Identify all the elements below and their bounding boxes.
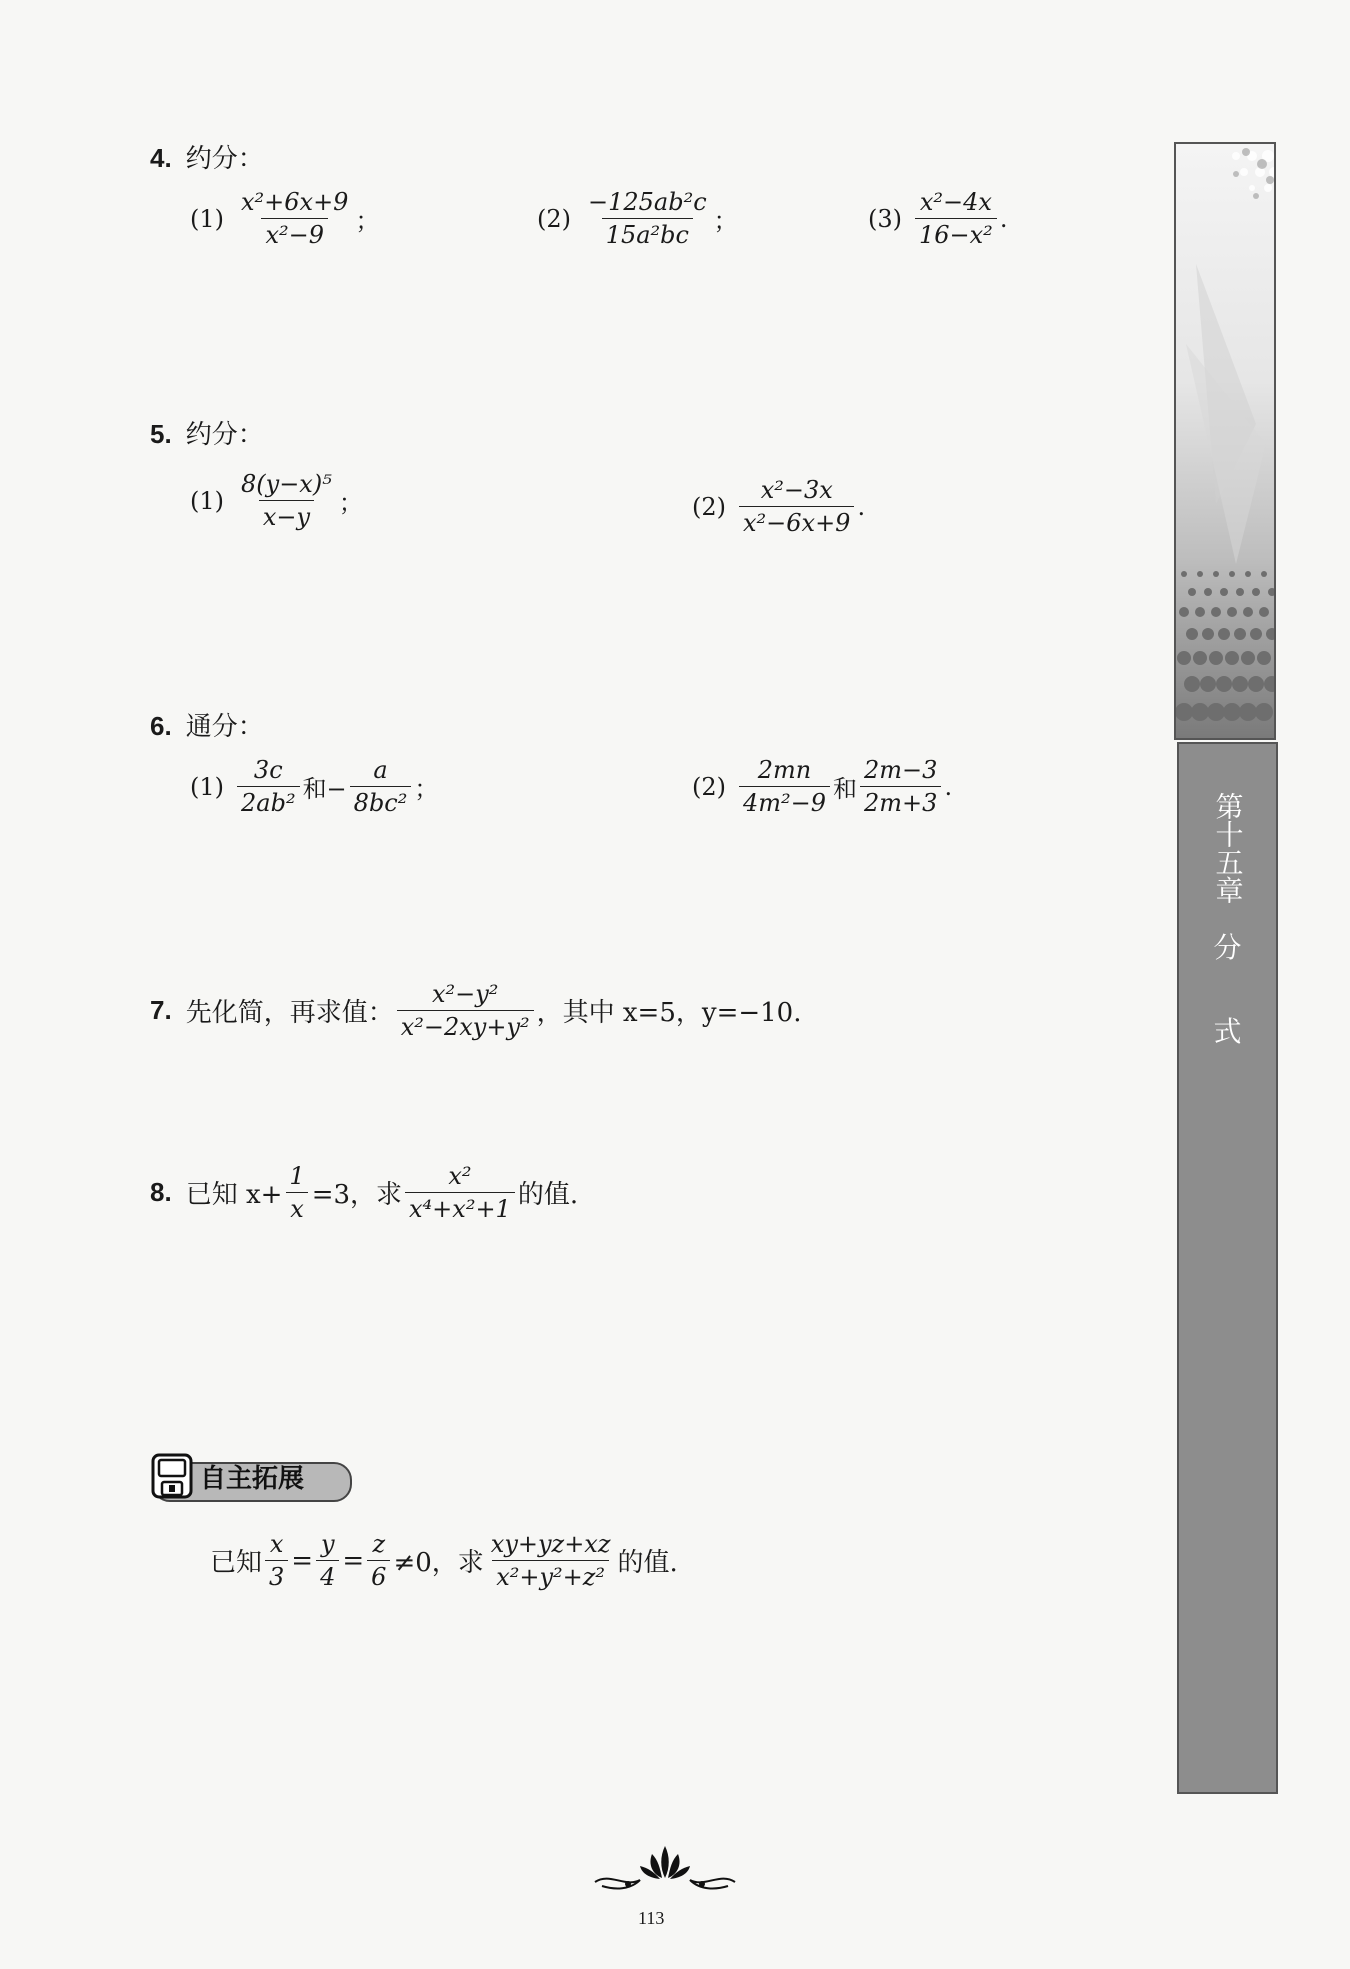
problem-5-item-1 (190, 470, 363, 531)
problem-8 (150, 1162, 578, 1223)
numerator: x² (448, 1162, 472, 1190)
problem-text: ≠0，求 (393, 1548, 484, 1578)
badge-label: 自主拓展 (200, 1463, 305, 1494)
connector-text: 和− (302, 775, 347, 803)
fraction (316, 1530, 339, 1591)
problem-text: =3，求 (311, 1180, 403, 1210)
problem-7 (150, 980, 802, 1041)
problem-number: 6. (150, 711, 172, 741)
fraction (367, 1530, 390, 1591)
numerator: −125ab²c (588, 188, 707, 216)
fraction (285, 1162, 308, 1223)
fraction (237, 470, 336, 531)
numerator: x²−y² (431, 980, 499, 1008)
extension-badge (150, 1450, 304, 1502)
problem-title: 约分： (185, 144, 264, 173)
fraction (739, 756, 830, 817)
fraction (487, 1530, 615, 1591)
problem-number: 7. (150, 995, 172, 1025)
problem-number: 5. (150, 419, 172, 449)
problem-4-heading (150, 138, 264, 175)
fraction (739, 476, 854, 537)
numerator: y (320, 1530, 335, 1558)
denominator: 2ab² (237, 786, 300, 817)
problem-text: 已知 (210, 1548, 263, 1578)
denominator: 4m²−9 (739, 786, 830, 817)
numerator: x²+6x+9 (241, 188, 349, 216)
problem-title: 约分： (185, 420, 264, 449)
problem-title: 通分： (185, 712, 264, 741)
problem-4-item-2 (537, 188, 738, 249)
denominator: 16−x² (915, 218, 997, 249)
denominator: x²+y²+z² (492, 1560, 609, 1591)
item-label: (2) (692, 492, 726, 521)
denominator: x²−6x+9 (739, 506, 854, 537)
problem-6-heading (150, 706, 264, 743)
denominator: 4 (316, 1560, 339, 1591)
fraction (584, 188, 711, 249)
numerator: z (372, 1530, 386, 1558)
denominator: x²−2xy+y² (397, 1010, 534, 1041)
problem-4-item-3 (868, 188, 1007, 249)
denominator: 3 (265, 1560, 288, 1591)
denominator: x²−9 (261, 218, 328, 249)
fraction (237, 188, 352, 249)
item-label: (1) (190, 486, 224, 515)
extension-problem (210, 1530, 678, 1591)
equals-sign: = (342, 1545, 365, 1576)
denominator: 2m+3 (860, 786, 941, 817)
halftone-pattern-icon (1176, 144, 1276, 740)
item-label: (3) (868, 204, 902, 233)
sidebar-decoration (1174, 142, 1276, 740)
denominator: 15a²bc (602, 218, 693, 249)
fraction (350, 756, 412, 817)
fraction (265, 1530, 288, 1591)
equals-sign: = (291, 1545, 314, 1576)
item-label: (2) (692, 772, 726, 801)
problem-number: 4. (150, 143, 172, 173)
section-char-1: 分 (1213, 931, 1242, 964)
fraction (860, 756, 941, 817)
denominator: 8bc² (350, 786, 412, 817)
punctuation: ； (713, 207, 738, 235)
fraction (397, 980, 534, 1041)
punctuation: . (999, 204, 1008, 233)
problem-number: 8. (150, 1177, 172, 1207)
punctuation: ； (355, 207, 380, 235)
connector-text: 和 (833, 775, 858, 803)
denominator: x (286, 1192, 308, 1223)
punctuation: ； (414, 775, 439, 803)
problem-text: 先化简，再求值： (185, 998, 394, 1028)
numerator: 1 (289, 1162, 305, 1190)
problem-5-item-2 (692, 476, 865, 537)
problem-5-heading (150, 414, 264, 451)
problem-6-item-1 (190, 756, 438, 817)
fraction (237, 756, 300, 817)
numerator: x²−3x (760, 476, 833, 504)
numerator: 3c (253, 756, 283, 784)
punctuation: ； (338, 489, 363, 517)
fraction (405, 1162, 515, 1223)
flourish-ornament-icon (590, 1838, 740, 1902)
item-label: (1) (190, 204, 224, 233)
denominator: 6 (367, 1560, 390, 1591)
numerator: xy+yz+xz (490, 1530, 611, 1558)
item-label: (2) (537, 204, 571, 233)
numerator: x²−4x (919, 188, 992, 216)
numerator: a (373, 756, 388, 784)
chapter-title: 第十五章 (1211, 792, 1245, 904)
numerator: 2mn (757, 756, 812, 784)
item-label: (1) (190, 772, 224, 801)
numerator: 2m−3 (864, 756, 938, 784)
punctuation: . (944, 772, 953, 801)
denominator: x−y (259, 500, 314, 531)
problem-4-item-1 (190, 188, 379, 249)
fraction (915, 188, 997, 249)
numerator: x (269, 1530, 284, 1558)
numerator: 8(y−x)⁵ (241, 470, 332, 498)
chapter-tab (1177, 742, 1278, 1794)
problem-text: 的值. (517, 1180, 579, 1210)
denominator: x⁴+x²+1 (405, 1192, 515, 1223)
chapter-label (1179, 792, 1276, 1048)
floppy-disk-icon (150, 1452, 194, 1500)
punctuation: . (857, 492, 866, 521)
page-number: 113 (638, 1908, 665, 1928)
problem-6-item-2 (692, 756, 952, 817)
section-char-2: 式 (1213, 1015, 1242, 1048)
problem-text: 的值. (617, 1548, 678, 1578)
problem-text: ，其中 x=5，y=−10. (536, 998, 802, 1028)
problem-text: 已知 x+ (185, 1180, 283, 1210)
